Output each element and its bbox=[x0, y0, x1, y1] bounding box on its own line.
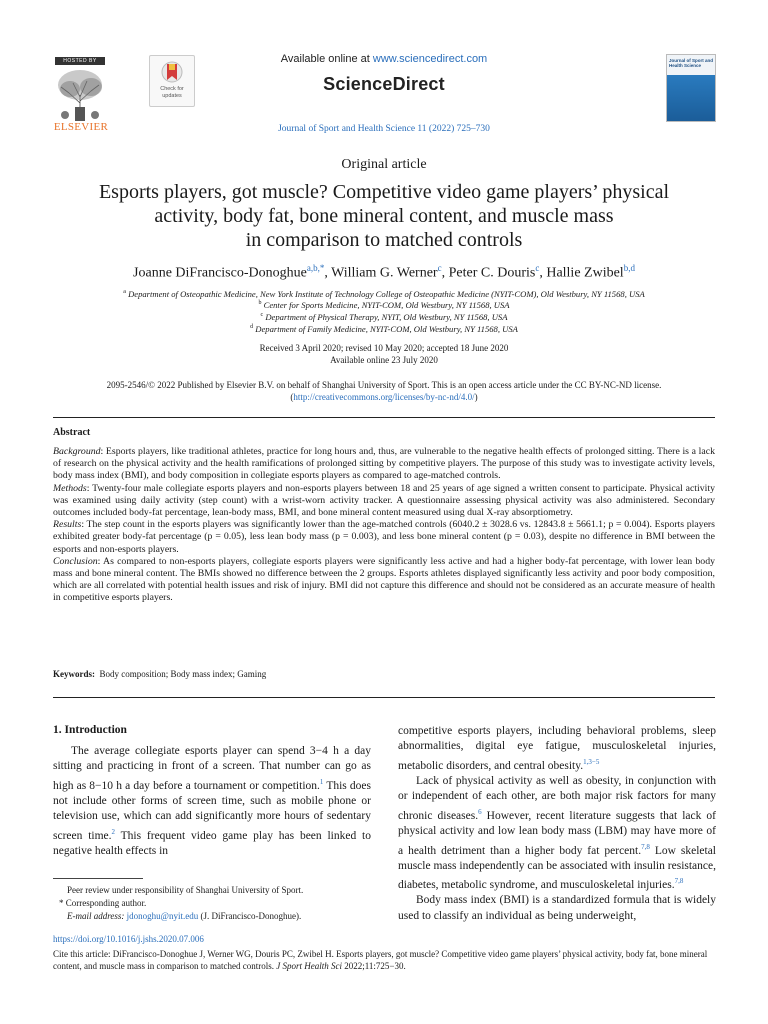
reference-link[interactable]: 2 bbox=[111, 827, 116, 836]
sciencedirect-link[interactable]: www.sciencedirect.com bbox=[372, 53, 488, 65]
available-online-date: Available online 23 July 2020 bbox=[330, 355, 438, 365]
keywords-text: Body composition; Body mass index; Gaming bbox=[99, 669, 267, 679]
title-line-2: activity, body fat, bone mineral content, and muscle mass bbox=[154, 205, 614, 227]
author-affiliation-marker[interactable]: c bbox=[437, 263, 442, 273]
paragraph-text: This does not include other forms of screen time, such as mobile phone or television use, which can add significantly more hours of sedentary screen time. bbox=[53, 779, 371, 842]
reference-link[interactable]: 1 bbox=[319, 777, 324, 786]
affiliation-text: Center for Sports Medicine, NYIT-COM, Old Westbury, NY 11568, USA bbox=[263, 299, 510, 310]
abstract-background bbox=[53, 446, 715, 483]
author-separator: , bbox=[324, 265, 332, 281]
abstract-text: : Twenty-four male collegiate esports players and non-esports players between 18 and 25 years of age signed a written consent to participate. Physical activity was examined using daily activity (step count) with a wrist-worn activity tracker. A questionnaire assessing physical activity was also administered. Secondary outcomes included body-fat percentage, lean-body mass, BMI, and bone mineral content measured using dual X-ray absorptiometry. bbox=[53, 482, 715, 519]
affiliation-c bbox=[40, 310, 728, 323]
abstract-bottom-rule bbox=[53, 697, 715, 698]
check-for-updates-label: Check for updates bbox=[160, 86, 184, 99]
abstract-heading: Abstract bbox=[53, 427, 91, 438]
available-online-text: Available online at bbox=[280, 53, 373, 65]
abstract-top-rule bbox=[53, 417, 715, 418]
cite-text: Cite this article: DiFrancisco-Donoghue J, Werner WG, Douris PC, Zwibel H. Esports players, got muscle? Competitive video game players’ physical activity, body fat, bone mineral content, and muscle mass in comparison to matched controls. bbox=[53, 949, 708, 971]
affiliation-d bbox=[40, 322, 728, 335]
journal-cover-thumbnail[interactable] bbox=[666, 54, 716, 122]
abstract-label: Results bbox=[53, 519, 82, 531]
keywords-label: Keywords: bbox=[53, 669, 95, 679]
paragraph-text: Low skeletal muscle mass independently can be associated with insulin resistance, diabetes, metabolic syndrome, and musculoskeletal injuries. bbox=[398, 844, 716, 891]
reference-link[interactable]: 7,8 bbox=[674, 877, 684, 886]
elsevier-wordmark: ELSEVIER bbox=[53, 121, 109, 133]
license-link[interactable]: http://creativecommons.org/licenses/by-nc-nd/4.0/ bbox=[293, 392, 475, 402]
email-note bbox=[53, 910, 385, 922]
affiliation-text: Department of Osteopathic Medicine, New York Institute of Technology College of Osteopathic Medicine (NYIT-COM), Old Westbury, NY 11568, USA bbox=[128, 288, 645, 299]
peer-review-note: Peer review under responsibility of Shanghai University of Sport. bbox=[67, 885, 304, 895]
doi-link[interactable]: https://doi.org/10.1016/j.jshs.2020.07.006 bbox=[53, 934, 204, 944]
copyright-text: 2095-2546/© 2022 Published by Elsevier B.V. on behalf of Shanghai University of Sport. This is an open access article under the CC BY-NC-ND license. bbox=[106, 380, 662, 390]
intro-paragraph-1-cont bbox=[398, 724, 716, 774]
abstract-conclusion bbox=[53, 556, 715, 605]
author-separator: , bbox=[539, 265, 547, 281]
journal-citation-line[interactable]: Journal of Sport and Health Science 11 (2022) 725–730 bbox=[278, 124, 490, 134]
intro-paragraph-1 bbox=[53, 744, 371, 860]
article-type: Original article bbox=[341, 157, 427, 172]
hosted-by-label: HOSTED BY bbox=[55, 57, 105, 65]
keywords-line bbox=[53, 669, 266, 679]
cite-tail: 2022;11:725−30. bbox=[341, 961, 406, 971]
abstract-label: Background bbox=[53, 446, 101, 457]
cite-journal: J Sport Health Sci bbox=[276, 961, 342, 971]
intro-paragraph-2 bbox=[398, 774, 716, 893]
affiliation-marker: c bbox=[260, 312, 264, 318]
received-dates: Received 3 April 2020; revised 10 May 2020; accepted 18 June 2020 bbox=[259, 343, 509, 353]
abstract-text: : The step count in the esports players was significantly lower than the age-matched controls (6040.2 ± 3028.6 vs. 12843.8 ± 5661.1; p = 0.004). Esports players exhibited greater body-fat percentage (p = 0.05), less lean body mass (p = 0.003), and less bone mineral content (p = 0.03), despite no difference in BMI between the esports and non-esports players. bbox=[53, 519, 715, 555]
available-online-line bbox=[0, 53, 768, 65]
license-link-line: (http://creativecommons.org/licenses/by-nc-nd/4.0/) bbox=[290, 392, 478, 402]
abstract-body bbox=[53, 446, 715, 605]
paragraph-text: However, recent literature suggests that lack of physical activity and low lean body mass (LBM) may have more of a health detriment than a higher body fat percent. bbox=[398, 809, 716, 857]
cover-title: Journal of Sport and Health Science bbox=[669, 58, 714, 68]
author-name[interactable]: Peter C. Douris bbox=[448, 265, 536, 281]
abstract-text: : Esports players, like traditional athletes, practice for long hours and, thus, are vulnerable to the negative health effects of prolonged sitting. There is a lack of research on the physical activity and the health ramifications of prolonged sitting by competitive players. The purpose of this study was to investigate activity levels, body mass index (BMI), and body composition in collegiate esports players as compared to age-matched controls. bbox=[53, 446, 715, 482]
right-column bbox=[398, 724, 716, 924]
intro-paragraph-3: Body mass index (BMI) is a standardized formula that is widely used to classify an individual as being underweight, bbox=[398, 894, 716, 922]
left-column bbox=[53, 744, 371, 860]
author-name[interactable]: William G. Werner bbox=[331, 265, 438, 281]
author-name[interactable]: Hallie Zwibel bbox=[546, 265, 624, 281]
affiliation-marker: a bbox=[123, 289, 126, 295]
affiliation-b bbox=[40, 298, 728, 311]
abstract-label: Conclusion bbox=[53, 555, 98, 567]
abstract-label: Methods bbox=[53, 482, 87, 494]
author-name[interactable]: Joanne DiFrancisco-Donoghue bbox=[133, 265, 307, 281]
paragraph-text: The average collegiate esports player can spend 3−4 h a day sitting and practicing in front of a screen. That number can go as high as 8−10 h a day before a tournament or competition. bbox=[53, 745, 371, 792]
author-affiliation-marker[interactable]: b,d bbox=[623, 263, 635, 273]
copyright-notice bbox=[40, 379, 728, 403]
email-label: E-mail address: bbox=[67, 911, 125, 921]
footnote-rule bbox=[53, 878, 143, 879]
corresponding-author-note: * Corresponding author. bbox=[59, 898, 147, 908]
author-list bbox=[40, 263, 728, 282]
section-heading-introduction: 1. Introduction bbox=[53, 724, 127, 736]
article-title bbox=[60, 180, 708, 252]
paragraph-text: This frequent video game play has been linked to negative health effects in bbox=[53, 829, 371, 858]
abstract-methods bbox=[53, 483, 715, 520]
reference-link[interactable]: 1,3−5 bbox=[583, 757, 600, 766]
abstract-text: : As compared to non-esports players, collegiate esports players were significantly less active and had a higher body-fat percentage, with lower lean body mass and bone mineral content. The BMIs showed no difference between the 2 groups. Esports athletes displayed significantly less activity and poor body composition, which are all correlated with potential health issues and risk of injury. BMI did not capture this difference and should not be considered as an accurate measure of health in competitive esports players. bbox=[53, 555, 715, 604]
affiliation-text: Department of Family Medicine, NYIT-COM, Old Westbury, NY 11568, USA bbox=[255, 323, 518, 334]
affiliation-text: Department of Physical Therapy, NYIT, Old Westbury, NY 11568, USA bbox=[265, 311, 508, 322]
email-link[interactable]: jdonoghu@nyit.edu bbox=[126, 911, 199, 921]
reference-link[interactable]: 6 bbox=[478, 807, 482, 816]
author-affiliation-marker[interactable]: c bbox=[535, 263, 540, 273]
email-owner: (J. DiFrancisco-Donoghue). bbox=[198, 911, 302, 921]
paragraph-text: competitive esports players, including behavioral problems, sleep abnormalities, digital eye fatigue, musculoskeletal injuries, metabolic disorders, and central obesity. bbox=[398, 725, 716, 772]
title-line-3: in comparison to matched controls bbox=[245, 229, 523, 251]
affiliation-marker: b bbox=[258, 300, 262, 306]
article-dates bbox=[0, 342, 768, 366]
sciencedirect-logo-text: ScienceDirect bbox=[323, 74, 445, 94]
reference-link[interactable]: 7,8 bbox=[641, 842, 650, 851]
cite-this-article bbox=[53, 948, 715, 972]
paragraph-text: Lack of physical activity as well as obesity, in conjunction with or independent of each other, are both major risk factors for many chronic diseases. bbox=[398, 775, 716, 822]
abstract-results bbox=[53, 519, 715, 556]
author-affiliation-marker[interactable]: a,b,* bbox=[306, 263, 325, 273]
author-separator: , bbox=[441, 265, 449, 281]
title-line-1: Esports players, got muscle? Competitive video game players’ physical bbox=[98, 181, 670, 203]
affiliation-marker: d bbox=[250, 324, 254, 330]
